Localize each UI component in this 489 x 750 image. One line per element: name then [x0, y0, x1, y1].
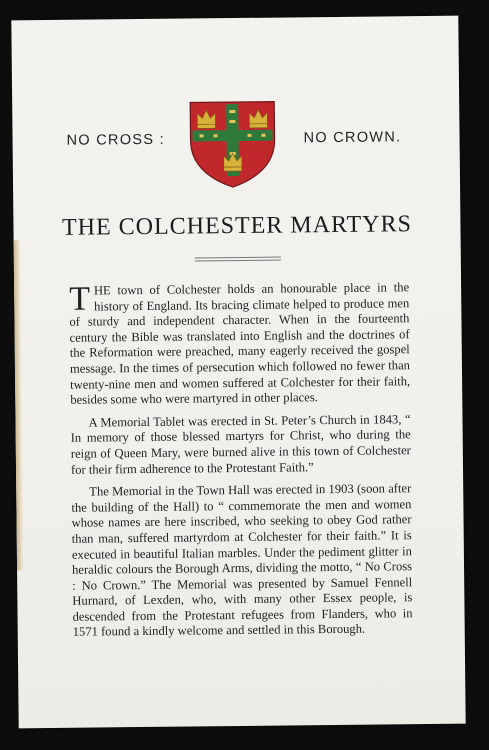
paragraph-1-text: HE town of Colchester holds an honourable place in the history of England. Its bracing climate helped to produce men of sturdy and independent character. When in the fourteenth century the Bible was translated into English and the doctrines of the Reformation were preached, many eagerly received the gospel message. In the times of persecution which followed no fewer than twenty-nine men and women suffered at Colchester for their faith, besides some who were martyred in other places. — [69, 280, 411, 407]
title-rule-top — [195, 257, 281, 259]
borough-arms-shield-icon — [187, 100, 278, 189]
motto-left: NO CROSS : — [66, 131, 166, 149]
paragraph-2: A Memorial Tablet was erected in St. Peter’s Church in 1843, “ In memory of those blessed martyrs for Christ, who during the reign of Queen Mary, were burned alive in this town of Colchester for their firm adherence to the Protestant Faith.” — [70, 411, 411, 477]
motto-right: NO CROWN. — [303, 129, 402, 147]
leaflet-page — [11, 16, 465, 729]
spine-edge — [14, 240, 24, 570]
drop-cap: T — [69, 280, 91, 318]
paragraph-3: The Memorial in the Town Hall was erected in 1903 (soon after the building of the Hall) to “ commemorate the men and women whose names are here inscribed, who seeking to obey God rather than man, suffered martyrdom at Colchester for their faith.” It is executed in beautiful Italian marbles. Under the pediment glitter in heraldic colours the Borough Arms, dividing the motto, “ No Cross : No Crown.” The Memorial was presented by Samuel Fennell Hurnard, of Lexden, who, with many other Essex people, is descended from the Protestant refugees from Flanders, who in 1571 found a kindly welcome and settled in this Borough. — [71, 481, 413, 640]
page-title: THE COLCHESTER MARTYRS — [61, 211, 413, 241]
title-rule-bottom — [195, 260, 281, 262]
paragraph-1 — [69, 280, 410, 408]
article-body — [69, 280, 413, 648]
